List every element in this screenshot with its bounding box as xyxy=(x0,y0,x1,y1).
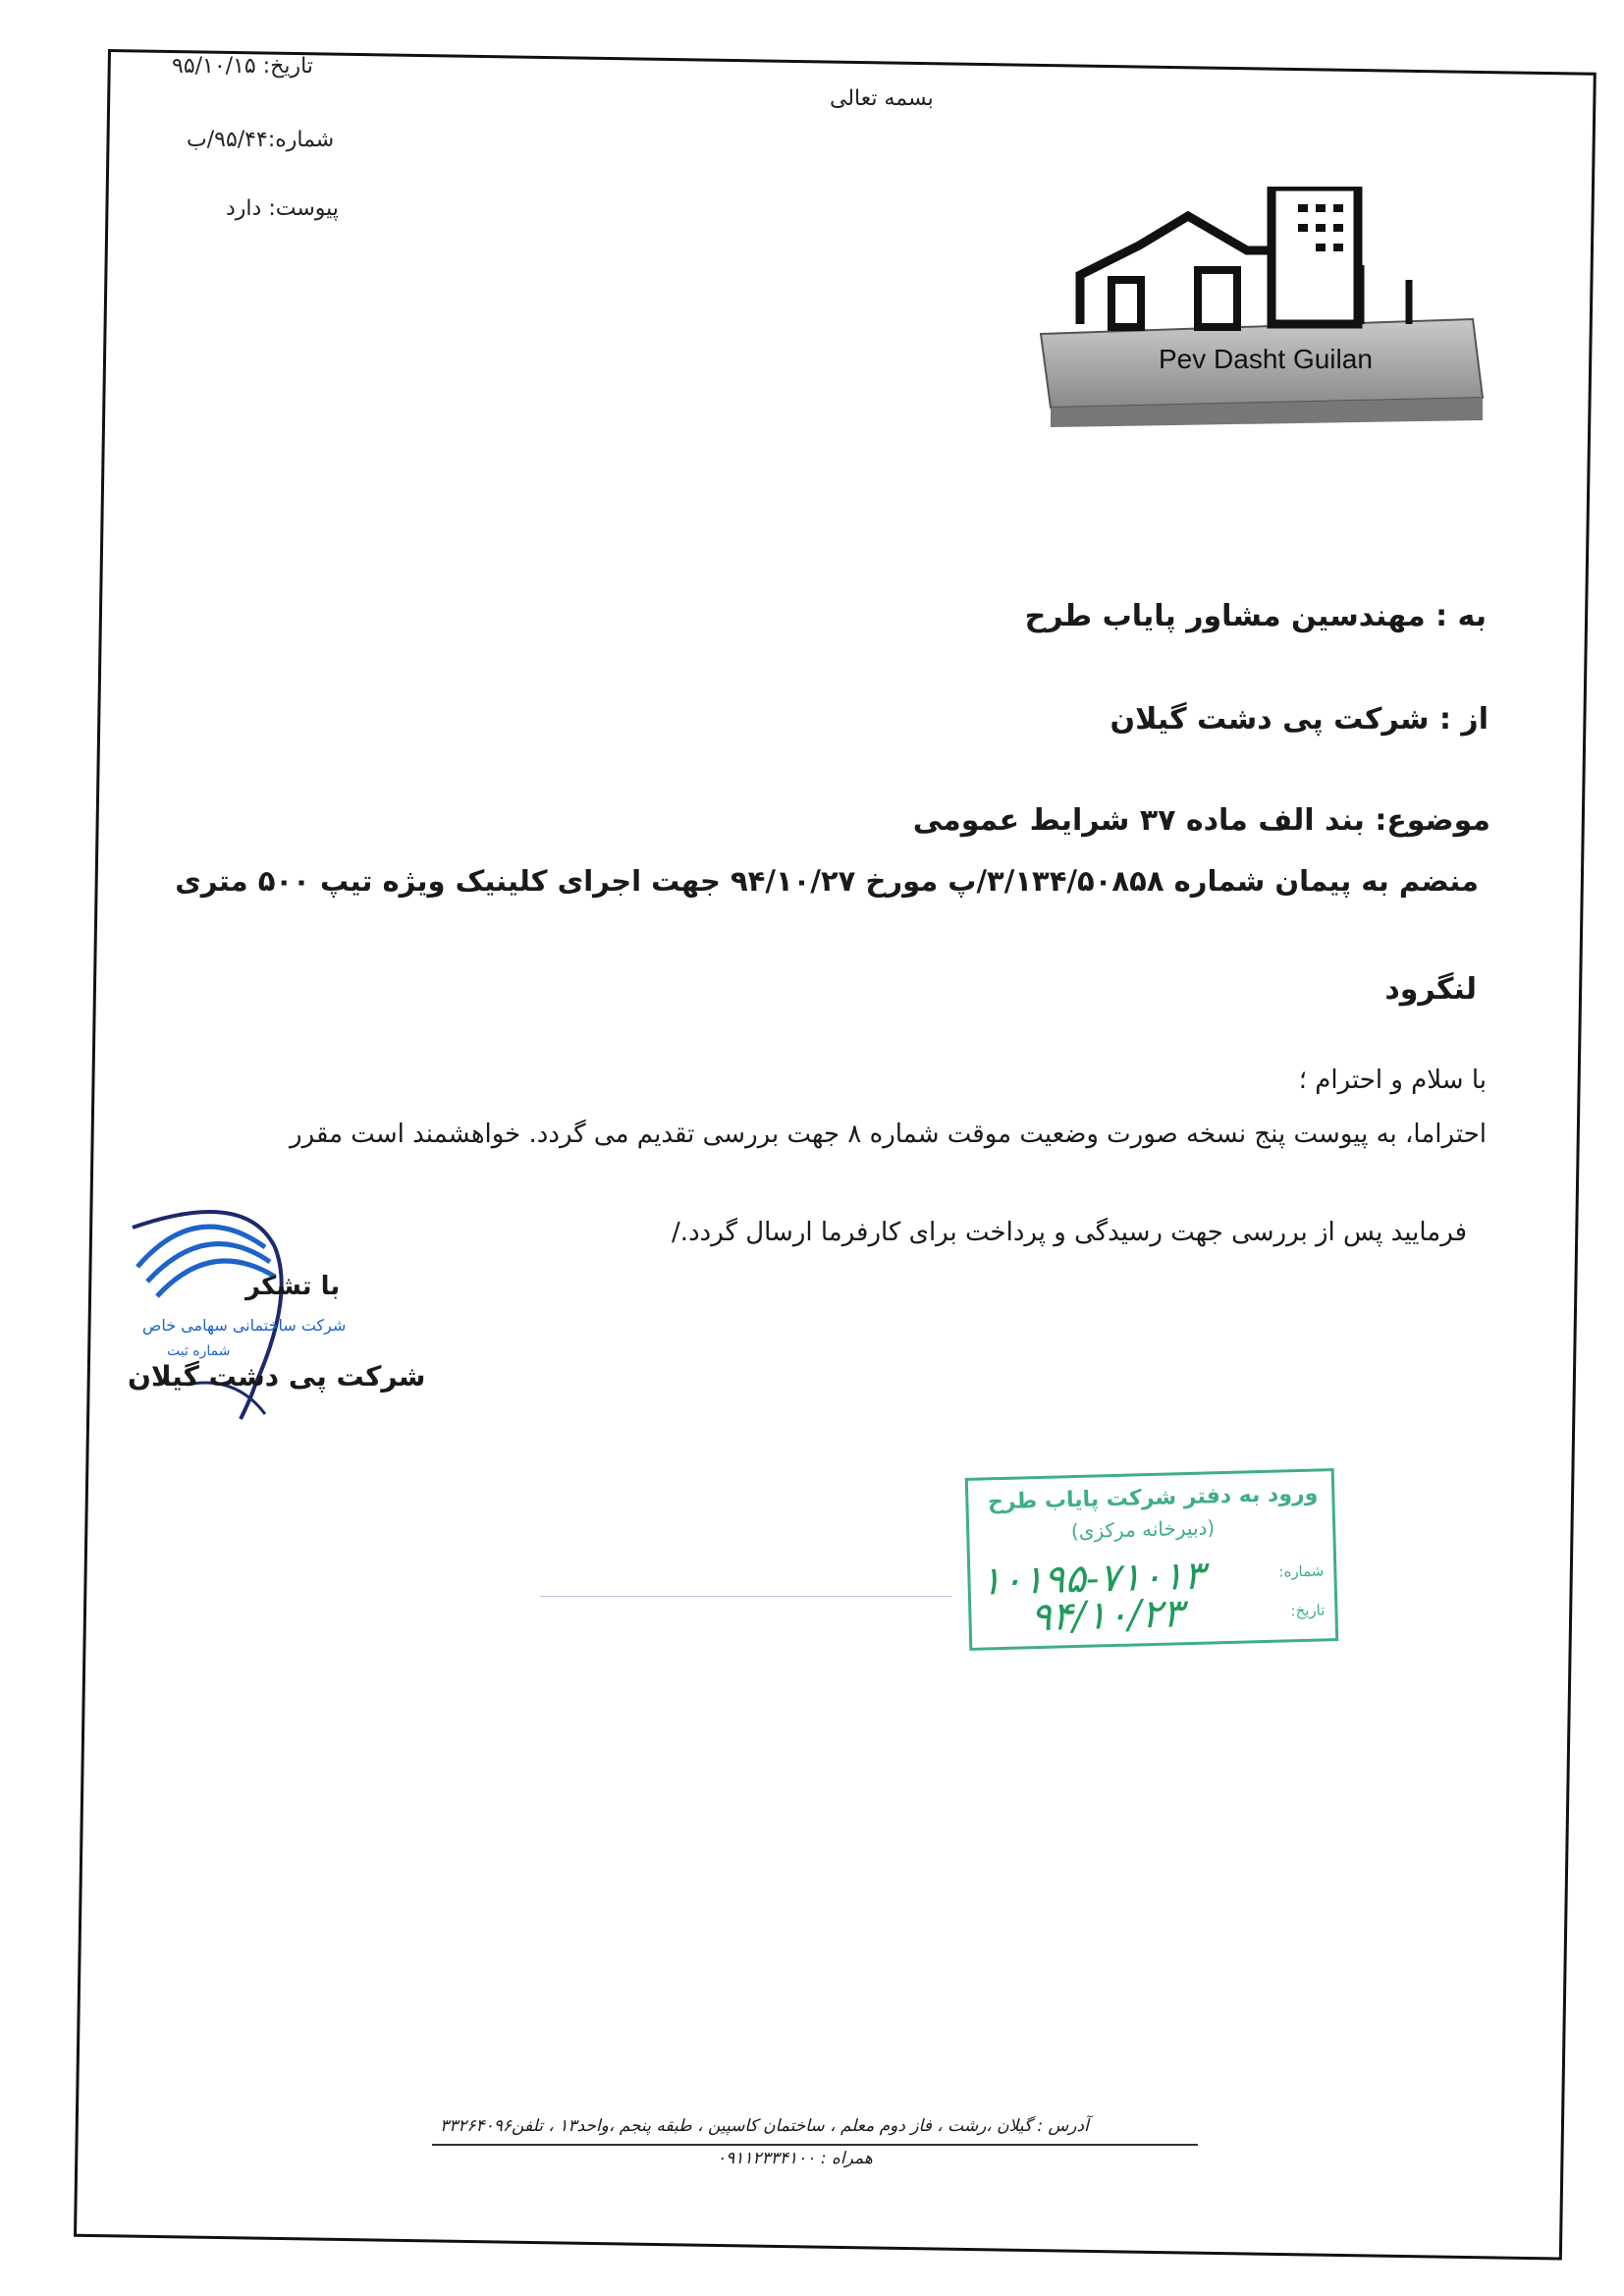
received-stamp-title: ورود به دفتر شرکت پایاب طرح xyxy=(987,1481,1319,1515)
received-date-label: تاریخ: xyxy=(1290,1601,1326,1620)
basmala: بسمه تعالی xyxy=(830,86,934,111)
reference-line-2: لنگرود xyxy=(1384,972,1477,1007)
subject-line: موضوع: بند الف ماده ۳۷ شرایط عمومی xyxy=(912,803,1490,838)
body-line-2: فرمایید پس از بررسی جهت رسیدگی و پرداخت برای کارفرما ارسال گردد./ xyxy=(672,1218,1467,1247)
received-stamp-subtitle: (دبیرخانه مرکزی) xyxy=(1070,1515,1216,1544)
company-logo xyxy=(1021,187,1492,432)
letter-attachment: پیوست: دارد xyxy=(226,196,339,221)
recipient-line: به : مهندسین مشاور پایاب طرح xyxy=(1024,599,1487,633)
received-stamp xyxy=(965,1468,1338,1651)
seal-text-2: شماره ثبت xyxy=(167,1343,231,1359)
signature-company: شرکت پی دشت گیلان xyxy=(128,1360,426,1393)
footer-rule xyxy=(432,2144,1198,2146)
logo-text: Pev Dasht Guilan xyxy=(1159,344,1373,374)
reference-line-1: منضم به پیمان شماره ۳/۱۳۴/۵۰۸۵۸/پ مورخ ۹۴/۱۰/۲۷ جهت اجرای کلینیک ویژه تیپ ۵۰۰ متری xyxy=(175,864,1479,898)
body-line-1: احتراما، به پیوست پنج نسخه صورت وضعیت موقت شماره ۸ جهت بررسی تقدیم می گردد. خواهشمند است مقرر xyxy=(290,1120,1487,1149)
greeting-line: با سلام و احترام ؛ xyxy=(1298,1066,1487,1095)
received-number-value: ۱۰۱۹۵-۷۱۰۱۳ xyxy=(979,1553,1206,1605)
footer-mobile: همراه : ۰۹۱۱۲۳۳۴۱۰۰ xyxy=(717,2149,873,2168)
closing-thanks: با تشکر xyxy=(245,1272,341,1301)
letter-date: تاریخ: ۹۵/۱۰/۱۵ xyxy=(172,54,313,79)
faint-divider xyxy=(540,1596,952,1597)
building-logo-icon xyxy=(1021,187,1492,432)
footer-address: آدرس : گیلان ،رشت ، فاز دوم معلم ، ساختمان کاسپین ، طبقه پنجم ،واحد۱۳ ، تلفن۳۳۲۶۴۰۹۶ xyxy=(440,2116,1089,2136)
sender-line: از : شرکت پی دشت گیلان xyxy=(1110,702,1489,737)
received-number-label: شماره: xyxy=(1278,1561,1325,1581)
seal-text-1: شرکت ساختمانی سهامی خاص xyxy=(142,1316,347,1335)
letter-number: شماره:۹۵/۴۴/ب xyxy=(187,128,335,152)
received-date-value: ۹۴/۱۰/۲۳ xyxy=(1029,1591,1184,1641)
